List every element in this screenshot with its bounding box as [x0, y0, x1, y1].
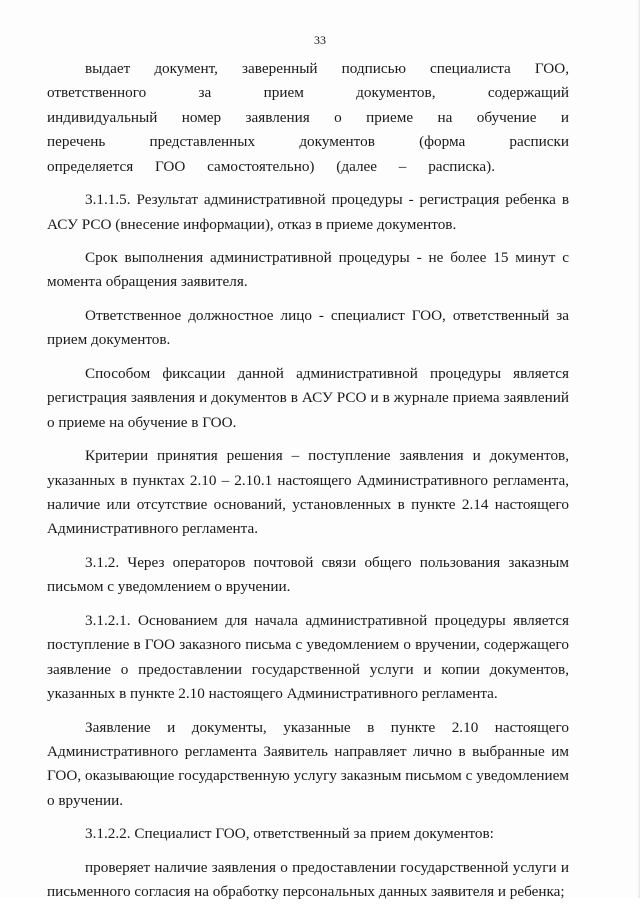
paragraph-issue-receipt: выдает документ, заверенный подписью специалиста ГОО, ответственного за прием документов, содержащий индивидуальный номер заявления о приеме на обучение и перечень представленных документов (форма расписки определяется ГОО самостоятельно) (далее – расписка). [47, 60, 569, 175]
paragraph-checks-application: проверяет наличие заявления о предоставлении государственной услуги и письменного согласия на обработку персональных данных заявителя и ребенка; [47, 858, 569, 901]
paragraph-3-1-1-5-result: 3.1.1.5. Результат административной процедуры - регистрация ребенка в АСУ РСО (внесение информации), отказ в приеме документов. [47, 191, 569, 233]
paragraph-procedure-duration: Срок выполнения административной процедуры - не более 15 минут с момента обращения заявителя. [47, 249, 569, 291]
paragraph-fixation-method: Способом фиксации данной административной процедуры является регистрация заявления и документов в АСУ РСО и в журнале приема заявлений о приеме на обучение в ГОО. [47, 364, 569, 431]
paragraph-3-1-2-2-specialist: 3.1.2.2. Специалист ГОО, ответственный за прием документов: [85, 825, 494, 843]
paragraph-responsible-official: Ответственное должностное лицо - специалист ГОО, ответственный за прием документов. [47, 306, 569, 349]
paragraph-3-1-2-1-basis: 3.1.2.1. Основанием для начала административной процедуры является поступление в ГОО заказного письма с уведомлением о вручении, содержащего заявление о предоставлении государственной услуги и копии документов, указанных в пункте 2.10 настоящего Административного регламента. [47, 611, 569, 703]
paragraph-3-1-2-postal: 3.1.2. Через операторов почтовой связи общего пользования заказным письмом с уведомлением о вручении. [47, 553, 569, 596]
paragraph-application-documents: Заявление и документы, указанные в пункте 2.10 настоящего Административного регламента Заявитель направляет лично в выбранные им ГОО, оказывающие государственную услугу заказным письмом с уведомлением о вручении. [47, 718, 569, 809]
paragraph-decision-criteria: Критерии принятия решения – поступление заявления и документов, указанных в пунктах 2.10 – 2.10.1 настоящего Административного регламента, наличие или отсутствие оснований, установленных в пункте 2.14 настоящего Административного регламента. [47, 447, 569, 538]
document-body [47, 57, 569, 905]
page-number: 33 [314, 33, 326, 47]
